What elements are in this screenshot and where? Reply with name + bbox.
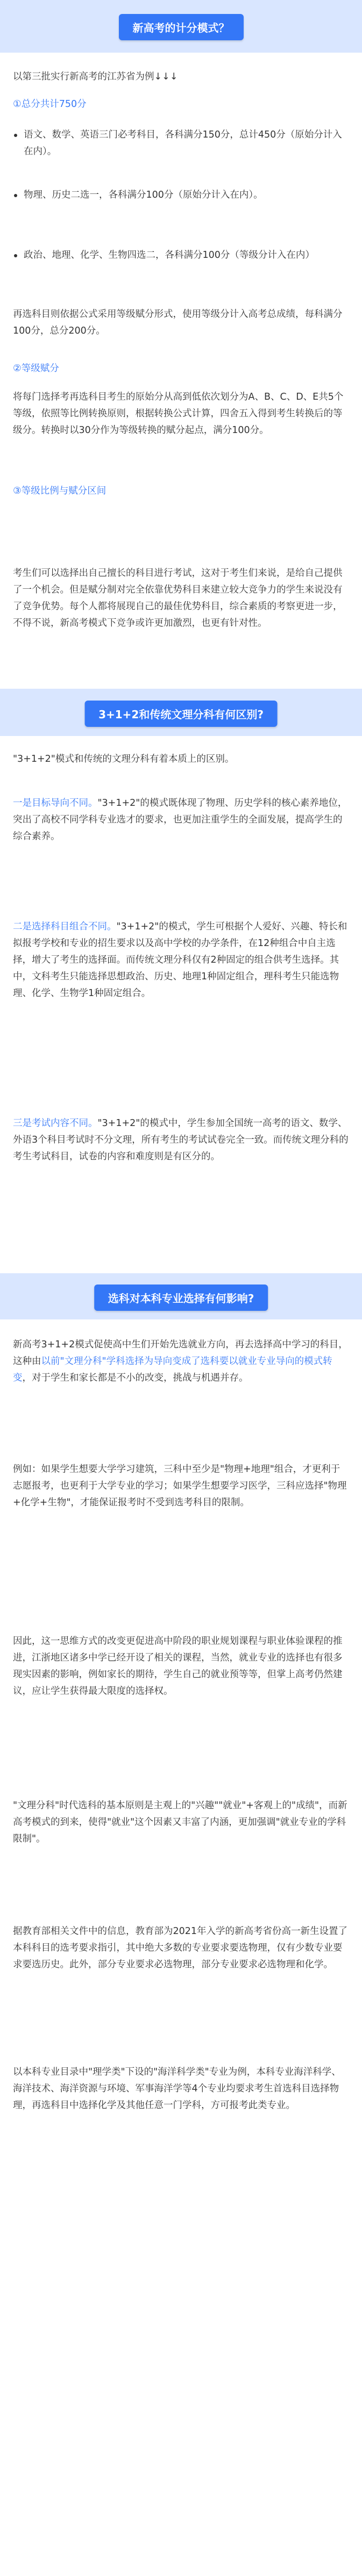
point-text: "3+1+2"的模式中，学生参加全国统一高考的语文、数学、外语3个科目考试时不分文理，所有考生的考试试卷完全一致。而传统文理分科的考生考试科目，试卷的内容和难度则是有区分的。 [13, 1118, 349, 1162]
section-title: 选科对本科专业选择有何影响? [94, 1285, 268, 1311]
point-lead: 二是选择科目组合不同。 [13, 921, 117, 932]
section-title: 3+1+2和传统文理分科有何区别? [84, 701, 278, 727]
paragraph [13, 1337, 349, 1387]
subheading: ③等级比例与赋分区间 [13, 486, 107, 496]
highlight-text: 以前"文理分科"学科选择为导向变成了选科要以就业专业导向的模式转变 [13, 1356, 332, 1383]
section-header-band [0, 0, 362, 53]
section-intro: 以第三批实行新高考的江苏省为例↓↓↓ [13, 71, 178, 82]
paragraph: 例如：如果学生想要大学学习建筑，三科中至少是"物理+地理"组合，才更利于志愿报考，也更利于大学专业的学习；如果学生想要学习医学，三科应选择"物理+化学+生物"，才能保证报考时不受到选考科目的限制。 [13, 1464, 347, 1508]
section-header-band [0, 689, 362, 736]
paragraph [13, 919, 349, 1002]
point-lead: 一是目标导向不同。 [13, 798, 98, 809]
section-title: 新高考的计分模式？ [119, 14, 244, 40]
point-lead: 三是考试内容不同。 [13, 1118, 98, 1129]
section-header-band [0, 1273, 362, 1319]
paragraph [13, 1115, 349, 1165]
paragraph [13, 795, 349, 845]
subheading: ②等级赋分 [13, 363, 59, 374]
paragraph: 将每门选择考再选科目考生的原始分从高到低依次划分为A、B、C、D、E共5个等级，依照等比例转换原则，根据转换公式计算，四舍五入得到考生转换后的等级分。转换时以30分作为等级转换的赋分起点，满分100分。 [13, 392, 344, 436]
paragraph-text: ，对于学生和家长都是不小的改变，挑战与机遇并存。 [22, 1373, 249, 1383]
list-item: 政治、地理、化学、生物四选二，各科满分100分（等级分计入在内） [24, 247, 349, 264]
paragraph: 再选科目则依据公式采用等级赋分形式，使用等级分计入高考总成绩，每科满分100分，总分200分。 [13, 309, 343, 336]
paragraph: 以本科专业目录中"理学类"下设的"海洋科学类"专业为例，本科专业海洋科学、海洋技术、海洋资源与环境、军事海洋学等4个专业均要求考生首选科目选择物理，再选科目中选择化学及其他任意一门学科，方可报考此类专业。 [13, 2067, 341, 2111]
paragraph: 因此，这一思维方式的改变更促进高中阶段的职业规划课程与职业体验课程的推进，江浙地区诸多中学已经开设了相关的课程，当然，就业专业的选择也有很多现实因素的影响，例如家长的期待，学生自己的就业预等等，但掌上高考仍然建议，应让学生获得最大限度的选择权。 [13, 1636, 343, 1697]
paragraph: 据教育部相关文件中的信息，教育部为2021年入学的新高考省份高一新生设置了本科科目的选考要求指引，其中绝大多数的专业要求要选物理，仅有少数专业要求要选历史。此外，部分专业要求必选物理，部分专业要求必选物理和化学。 [13, 1926, 348, 1970]
point-text: "3+1+2"的模式，学生可根据个人爱好、兴趣、特长和拟报考学校和专业的招生要求以及高中学校的办学条件，在12种组合中自主选择，增大了考生的选择面。而传统文理分科仅有2种固定的组合供考生选择。其中，文科考生只能选择思想政治、历史、地理1种固定组合，理科考生只能选物理、化学、生物学1种固定组合。 [13, 921, 347, 999]
list-item: 语文、数学、英语三门必考科目，各科满分150分，总计450分（原始分计入在内）。 [24, 127, 349, 160]
section-intro: "3+1+2"模式和传统的文理分科有着本质上的区别。 [13, 754, 235, 764]
list-item: 物理、历史二选一，各科满分100分（原始分计入在内）。 [24, 187, 349, 204]
subheading: ①总分共计750分 [13, 99, 87, 110]
paragraph: "文理分科"时代选科的基本原则是主观上的"兴趣""就业"+客观上的"成绩"，而新高考模式的到来，使得"就业"这个因素又丰富了内涵，更加强调"就业专业的学科限制"。 [13, 1800, 347, 1844]
point-text: "3+1+2"的模式既体现了物理、历史学科的核心素养地位，突出了高校不同学科专业选才的要求，也更加注重学生的全面发展，提高学生的综合素养。 [13, 798, 347, 842]
paragraph: 考生们可以选择出自己擅长的科目进行考试，这对于考生们来说，是给自己提供了一个机会。但是赋分制对完全依靠优势科目来建立较大竞争力的学生来说没有了竞争优势。每个人都将展现自己的最佳优势科目，综合素质的考察更进一步，不得不说，新高考模式下竞争或许更加激烈，也更有针对性。 [13, 568, 343, 629]
paragraph-text: 新高考3+1+2模式促使高中生们开始先选就业方向，再去选择高中学习的科目，这种由 [13, 1339, 348, 1367]
